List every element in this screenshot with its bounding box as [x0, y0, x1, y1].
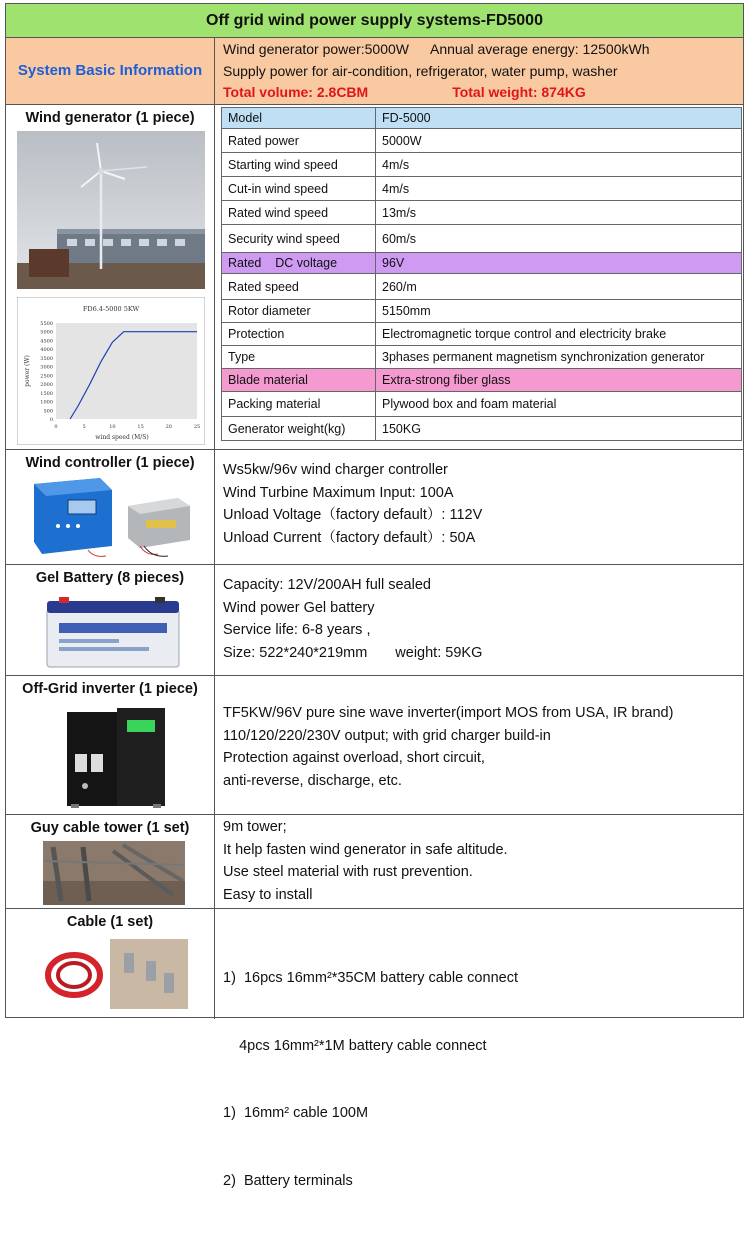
- chart-y-tick: 500: [43, 408, 53, 415]
- wind-generator-spec-table: [221, 107, 742, 441]
- cable-line: 4pcs 16mm²*1M battery cable connect: [223, 1037, 487, 1054]
- spec-value: 96V: [376, 253, 742, 274]
- inverter-line: anti-reverse, discharge, etc.: [223, 772, 402, 789]
- chart-x-tick: 20: [165, 424, 172, 430]
- inverter-label: Off-Grid inverter (1 piece): [22, 681, 198, 697]
- system-info-line1: [223, 39, 743, 61]
- controller-line: Ws5kw/96v wind charger controller: [223, 462, 448, 478]
- spec-value: 260/m: [376, 274, 742, 300]
- spec-key: Blade material: [222, 369, 376, 392]
- inverter-line: Protection against overload, short circuit,: [223, 750, 485, 766]
- chart-y-tick: 5000: [40, 329, 53, 336]
- chart-x-tick: 0: [54, 424, 58, 430]
- tower-line: 9m tower;: [223, 819, 287, 835]
- spec-key: Rated power: [222, 129, 376, 153]
- chart-y-tick: 3000: [40, 364, 53, 371]
- spec-key: Security wind speed: [222, 225, 376, 253]
- spec-key: Rated DC voltage: [222, 253, 376, 274]
- battery-line: Wind power Gel battery: [223, 599, 375, 616]
- spec-key: Model: [222, 108, 376, 129]
- wind-turbine-photo: [17, 131, 205, 289]
- spec-value: 5000W: [376, 129, 742, 153]
- controller-line: Wind Turbine Maximum Input: 100A: [223, 484, 454, 501]
- gel-battery-label: Gel Battery (8 pieces): [35, 570, 185, 586]
- page-title: Off grid wind power supply systems-FD5000: [6, 4, 743, 38]
- cable-details: [215, 909, 743, 1189]
- chart-y-tick: 3500: [40, 355, 53, 362]
- inverter-cell: [6, 676, 215, 814]
- spec-value: 4m/s: [376, 153, 742, 177]
- gel-battery-details: [215, 565, 743, 675]
- spec-row: [222, 323, 742, 346]
- inverter-line: TF5KW/96V pure sine wave inverter(import MOS from USA, IR brand): [223, 705, 674, 721]
- spec-key: Rated speed: [222, 274, 376, 300]
- wind-controller-details: [215, 450, 743, 564]
- chart-y-tick: 1000: [40, 399, 53, 406]
- tower-photo: [43, 841, 185, 905]
- battery-size: Size: 522*240*219mm: [223, 644, 368, 661]
- inverter-photo: [61, 706, 171, 810]
- spec-row: [222, 253, 742, 274]
- spec-row: [222, 201, 742, 225]
- tower-details: [215, 815, 743, 908]
- controller-line: Unload Voltage（factory default）: 112V: [223, 507, 483, 523]
- battery-line: Service life: 6-8 years ,: [223, 622, 371, 638]
- cable-line: 2) Battery terminals: [223, 1172, 353, 1189]
- gel-battery-cell: [6, 565, 215, 675]
- spec-value: 60m/s: [376, 225, 742, 253]
- spec-key: Cut-in wind speed: [222, 177, 376, 201]
- cable-line: 1) 16mm² cable 100M: [223, 1105, 369, 1121]
- power-curve-chart: [17, 297, 205, 445]
- gel-battery-photo: [43, 595, 183, 671]
- wind-generator-cell: [6, 105, 215, 449]
- spec-key: Starting wind speed: [222, 153, 376, 177]
- spec-key: Generator weight(kg): [222, 417, 376, 441]
- chart-y-tick: 4500: [40, 338, 53, 345]
- spec-row: [222, 392, 742, 417]
- chart-x-tick: 5: [82, 424, 86, 430]
- spec-value: FD-5000: [376, 108, 742, 129]
- system-info-row: [6, 38, 743, 105]
- spec-key: Type: [222, 346, 376, 369]
- cable-label: Cable (1 set): [66, 914, 154, 930]
- generator-power: Wind generator power:5000W: [223, 41, 409, 57]
- total-volume: Total volume: 2.8CBM: [223, 84, 369, 100]
- chart-ylabel: power (W): [24, 355, 31, 387]
- inverter-row: [6, 676, 743, 815]
- spec-value: Plywood box and foam material: [376, 392, 742, 417]
- system-info-label: System Basic Information: [6, 38, 215, 104]
- spec-row: [222, 300, 742, 323]
- chart-plot-area: [56, 323, 197, 419]
- inverter-details: [215, 676, 743, 814]
- spec-value: 5150mm: [376, 300, 742, 323]
- wind-controller-label: Wind controller (1 piece): [25, 455, 195, 471]
- spec-value: Extra-strong fiber glass: [376, 369, 742, 392]
- tower-cell: [6, 815, 215, 908]
- controller-line: Unload Current（factory default）: 50A: [223, 529, 476, 546]
- spec-row: [222, 274, 742, 300]
- battery-weight: weight: 59KG: [395, 644, 483, 661]
- spec-sheet: [5, 3, 744, 1189]
- chart-y-tick: 1500: [40, 390, 53, 397]
- wind-controller-row: [6, 450, 743, 565]
- wind-controller-photo: [28, 476, 196, 558]
- wind-generator-row: [6, 105, 743, 450]
- spec-row: [222, 153, 742, 177]
- spec-value: 13m/s: [376, 201, 742, 225]
- spec-value: 4m/s: [376, 177, 742, 201]
- spec-key: Protection: [222, 323, 376, 346]
- cable-cell: [6, 909, 215, 1019]
- chart-y-tick: 2500: [40, 373, 53, 380]
- spec-value: 3phases permanent magnetism synchronization generator: [376, 346, 742, 369]
- chart-x-tick: 15: [137, 424, 144, 430]
- spec-row: [222, 417, 742, 441]
- spec-value: 150KG: [376, 417, 742, 441]
- chart-x-tick: 25: [193, 424, 201, 430]
- chart-y-tick: 2000: [40, 382, 53, 389]
- spec-key: Rated wind speed: [222, 201, 376, 225]
- spec-key: Rotor diameter: [222, 300, 376, 323]
- spec-key: Packing material: [222, 392, 376, 417]
- cable-row: [6, 909, 743, 1189]
- inverter-line: 110/120/220/230V output; with grid charger build-in: [223, 727, 551, 744]
- cable-photo: [38, 939, 188, 1009]
- system-info-details: [215, 38, 743, 104]
- tower-line: Use steel material with rust prevention.: [223, 864, 473, 880]
- chart-title: FD6.4-5000 5KW: [82, 305, 140, 313]
- wind-controller-cell: [6, 450, 215, 564]
- wind-generator-label: Wind generator (1 piece): [25, 110, 195, 126]
- tower-line: It help fasten wind generator in safe altitude.: [223, 841, 508, 858]
- spec-row: [222, 177, 742, 201]
- spec-row: [222, 346, 742, 369]
- spec-row: [222, 129, 742, 153]
- spec-row: [222, 108, 742, 129]
- cable-line: 1) 16pcs 16mm²*35CM battery cable connect: [223, 970, 518, 986]
- total-weight: Total weight: 874KG: [452, 84, 586, 100]
- chart-y-tick: 5500: [40, 321, 53, 327]
- spec-row: [222, 369, 742, 392]
- chart-x-tick: 10: [109, 424, 116, 430]
- chart-y-tick: 4000: [40, 347, 53, 354]
- gel-battery-row: [6, 565, 743, 676]
- chart-y-tick: 0: [49, 417, 53, 423]
- tower-label: Guy cable tower (1 set): [30, 820, 190, 836]
- chart-xlabel: wind speed (M/S): [95, 434, 149, 441]
- battery-line: Capacity: 12V/200AH full sealed: [223, 577, 431, 593]
- spec-row: [222, 225, 742, 253]
- tower-line: Easy to install: [223, 886, 313, 903]
- annual-energy: Annual average energy: 12500kWh: [430, 41, 650, 57]
- supply-line: Supply power for air-condition, refrigerator, water pump, washer: [223, 62, 618, 79]
- tower-row: [6, 815, 743, 909]
- spec-value: Electromagnetic torque control and electricity brake: [376, 323, 742, 346]
